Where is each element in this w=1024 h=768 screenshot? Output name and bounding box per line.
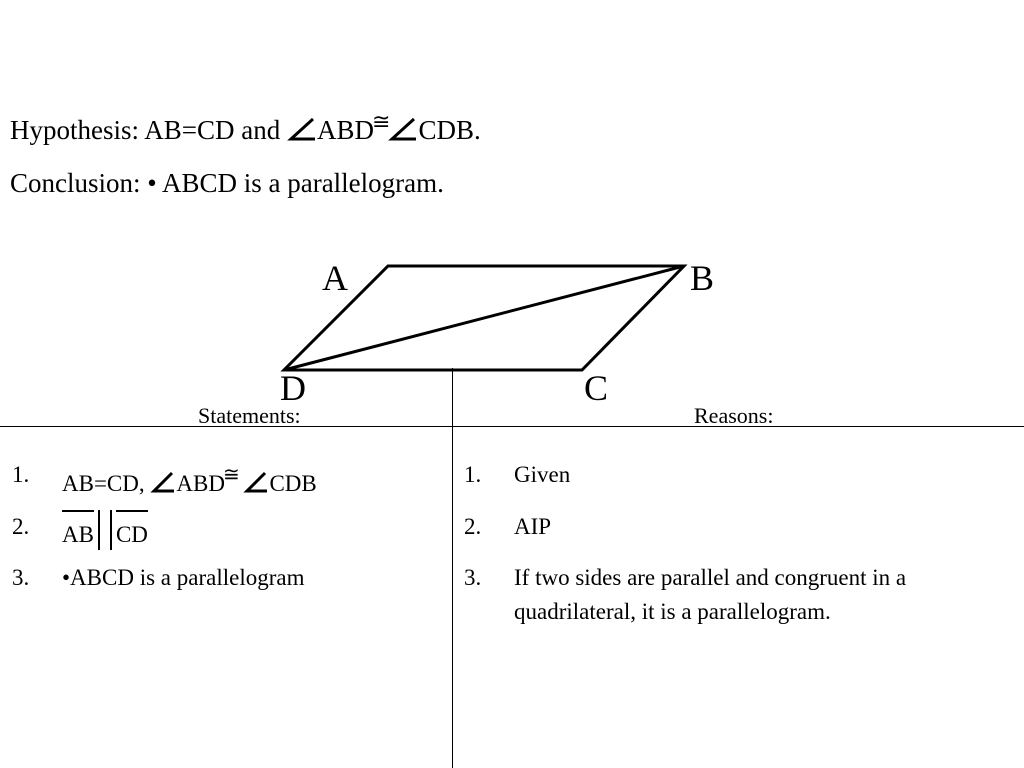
statement-angle: ABD	[176, 471, 225, 496]
statement-text: •ABCD is a parallelogram	[62, 565, 305, 590]
reasons-header: Reasons:	[694, 403, 774, 428]
congruent-icon: ≅	[372, 109, 391, 134]
reason-text: Given	[514, 462, 571, 487]
hypothesis-angle1: ABD	[317, 115, 375, 145]
statements-header: Statements:	[198, 403, 301, 428]
parallelogram-figure	[270, 250, 740, 410]
angle-icon	[243, 471, 269, 493]
reason-text: AIP	[514, 514, 552, 539]
reason-number: 2.	[464, 514, 482, 539]
statement-text	[62, 510, 148, 552]
angle-icon	[287, 117, 317, 141]
statement-number: 3.	[12, 565, 30, 590]
reason-number: 1.	[464, 462, 482, 487]
statement-text	[62, 458, 317, 501]
statement-angle: CDB	[269, 471, 317, 496]
segment-cd: CD	[116, 518, 148, 552]
statement-number: 1.	[12, 462, 30, 487]
table-column-divider	[452, 368, 453, 768]
table-header-divider	[0, 426, 1024, 427]
statement-part: AB=CD,	[62, 471, 151, 496]
vertex-label-b: B	[690, 258, 715, 298]
hypothesis-angle2: CDB.	[418, 115, 481, 145]
congruent-icon: ≅	[222, 464, 240, 486]
reason-number: 3.	[464, 565, 482, 590]
angle-icon	[150, 471, 176, 493]
hypothesis-line	[10, 106, 481, 146]
vertex-label-c: C	[584, 368, 609, 408]
statement-number: 2.	[12, 514, 30, 539]
segment-ab: AB	[62, 518, 94, 552]
vertex-label-a: A	[322, 258, 348, 298]
conclusion-line: Conclusion: • ABCD is a parallelogram.	[10, 168, 444, 198]
angle-icon	[388, 117, 418, 141]
parallel-icon	[94, 510, 116, 550]
vertex-label-d: D	[280, 368, 306, 408]
reason-text: If two sides are parallel and congruent in a quadrilateral, it is a parallelogram.	[514, 565, 907, 624]
hypothesis-prefix: Hypothesis: AB=CD and	[10, 115, 287, 145]
